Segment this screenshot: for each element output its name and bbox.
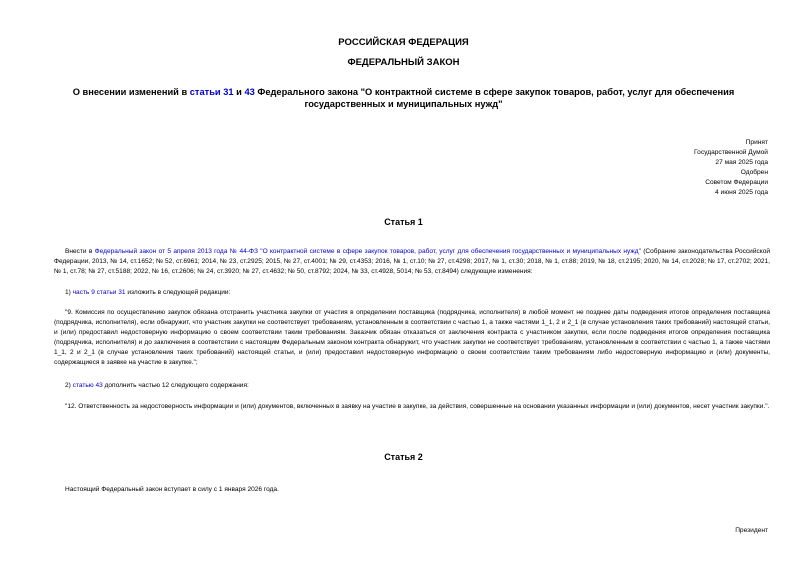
article-2-heading: Статья 2 xyxy=(384,452,423,462)
intro-prefix: Внести в xyxy=(65,248,95,255)
adoption-accepted: Принят xyxy=(745,139,768,146)
adoption-council-date: 4 июня 2025 года xyxy=(715,189,768,196)
article-43-link[interactable]: статью 43 xyxy=(72,382,103,389)
article-1-intro xyxy=(54,247,770,277)
adoption-duma-date: 27 мая 2025 года xyxy=(715,159,768,166)
quote-part-12: "12. Ответственность за недостоверность информации и (или) документов, включенных в заявку на участие в закупке, за действия, совершенные на основании указанных информации и (или) документов, несет участник закупки.". xyxy=(65,403,770,410)
title-link-article-31[interactable]: статьи 31 xyxy=(189,87,234,97)
article-1-item-2 xyxy=(54,381,770,391)
item-2-prefix: 2) xyxy=(65,382,73,389)
country-heading: РОССИЙСКАЯ ФЕДЕРАЦИЯ xyxy=(338,37,469,48)
federal-law-link[interactable]: Федеральный закон от 5 апреля 2013 года № 44-ФЗ "О контрактной системе в сфере закупок товаров, работ, услуг для обеспечения государственных и муниципальных нужд" xyxy=(94,248,641,255)
law-title xyxy=(38,86,769,110)
item-2-rest: дополнить частью 12 следующего содержания: xyxy=(102,382,249,389)
adoption-duma: Государственной Думой xyxy=(694,149,768,156)
quote-part-9: "9. Комиссия по осуществлению закупок обязана отстранить участника закупки от участия в определении поставщика (подрядчика, исполнителя) в любой момент не позднее даты подведения итогов определения поставщика (подрядчика, исполнителя), если обнаружит, что участник закупки не соответствует требованиям, установленным в соответствии с частью 1, а также частями 1_1, 2 и 2_1 (в случае установления таких требований) настоящей статьи, и (или) предоставил недостоверную информацию о своем соответствии таким требованиям. Заказчик обязан отказаться от заключения контракта с участником закупки, если после подведения итогов определения поставщика (подрядчика, исполнителя) и до заключения в соответствии с настоящим Федеральным законом контракта обнаружит, что участник закупки не соответствует требованиям, установленным в соответствии с частью 1, а также частями 1_1, 2 и 2_1 (в случае установления таких требований) настоящей статьи, и (или) предоставил недостоверную информацию о своем соответствии таким требованиям либо недостоверную информацию и (или) документы, содержащиеся в заявке на участие в закупке."; xyxy=(54,309,770,366)
adoption-approved: Одобрен xyxy=(740,169,768,176)
title-conjunction: и xyxy=(233,87,245,97)
adoption-council: Советом Федерации xyxy=(705,179,768,186)
article-1-item-1 xyxy=(54,288,770,298)
article-2-text: Настоящий Федеральный закон вступает в силу с 1 января 2026 года. xyxy=(65,486,279,493)
title-rest: Федерального закона "О контрактной системе в сфере закупок товаров, работ, услуг для обеспечения государственных и муниципальных нужд" xyxy=(254,87,735,109)
title-prefix: О внесении изменений в xyxy=(72,87,190,97)
president-signature: Президент xyxy=(735,527,768,534)
intro-rest: (Собрание законодательства Российской Федерации, 2013, № 14, ст.1652; № 52, ст.6961; 2014, № 23, ст.2925; 2015, № 27, ст.4001; № 29, ст.4353; 2016, № 1, ст.10; № 27, ст.4298; 2017, № 1, ст.30; 2018, № 1, ст.88; 2019, № 18, ст.2195; 2020, № 14, ст.2028; № 17, ст.2702; 2021, № 1, ст.78; № 27, ст.5188; 2022, № 16, ст.2606; № 24, ст.3920; № 27, ст.4632; № 50, ст.8792; 2024, № 33, ст.4928, 5014; № 53, ст.8494) следующие изменения: xyxy=(54,248,771,275)
item-1-rest: изложить в следующей редакции: xyxy=(125,289,231,296)
adoption-block xyxy=(568,138,768,198)
item-1-prefix: 1) xyxy=(65,289,73,296)
law-type-heading: ФЕДЕРАЛЬНЫЙ ЗАКОН xyxy=(347,57,460,68)
article-1-heading: Статья 1 xyxy=(384,217,423,227)
part-9-article-31-link[interactable]: часть 9 статьи 31 xyxy=(72,289,126,296)
title-link-article-43[interactable]: 43 xyxy=(244,87,255,97)
